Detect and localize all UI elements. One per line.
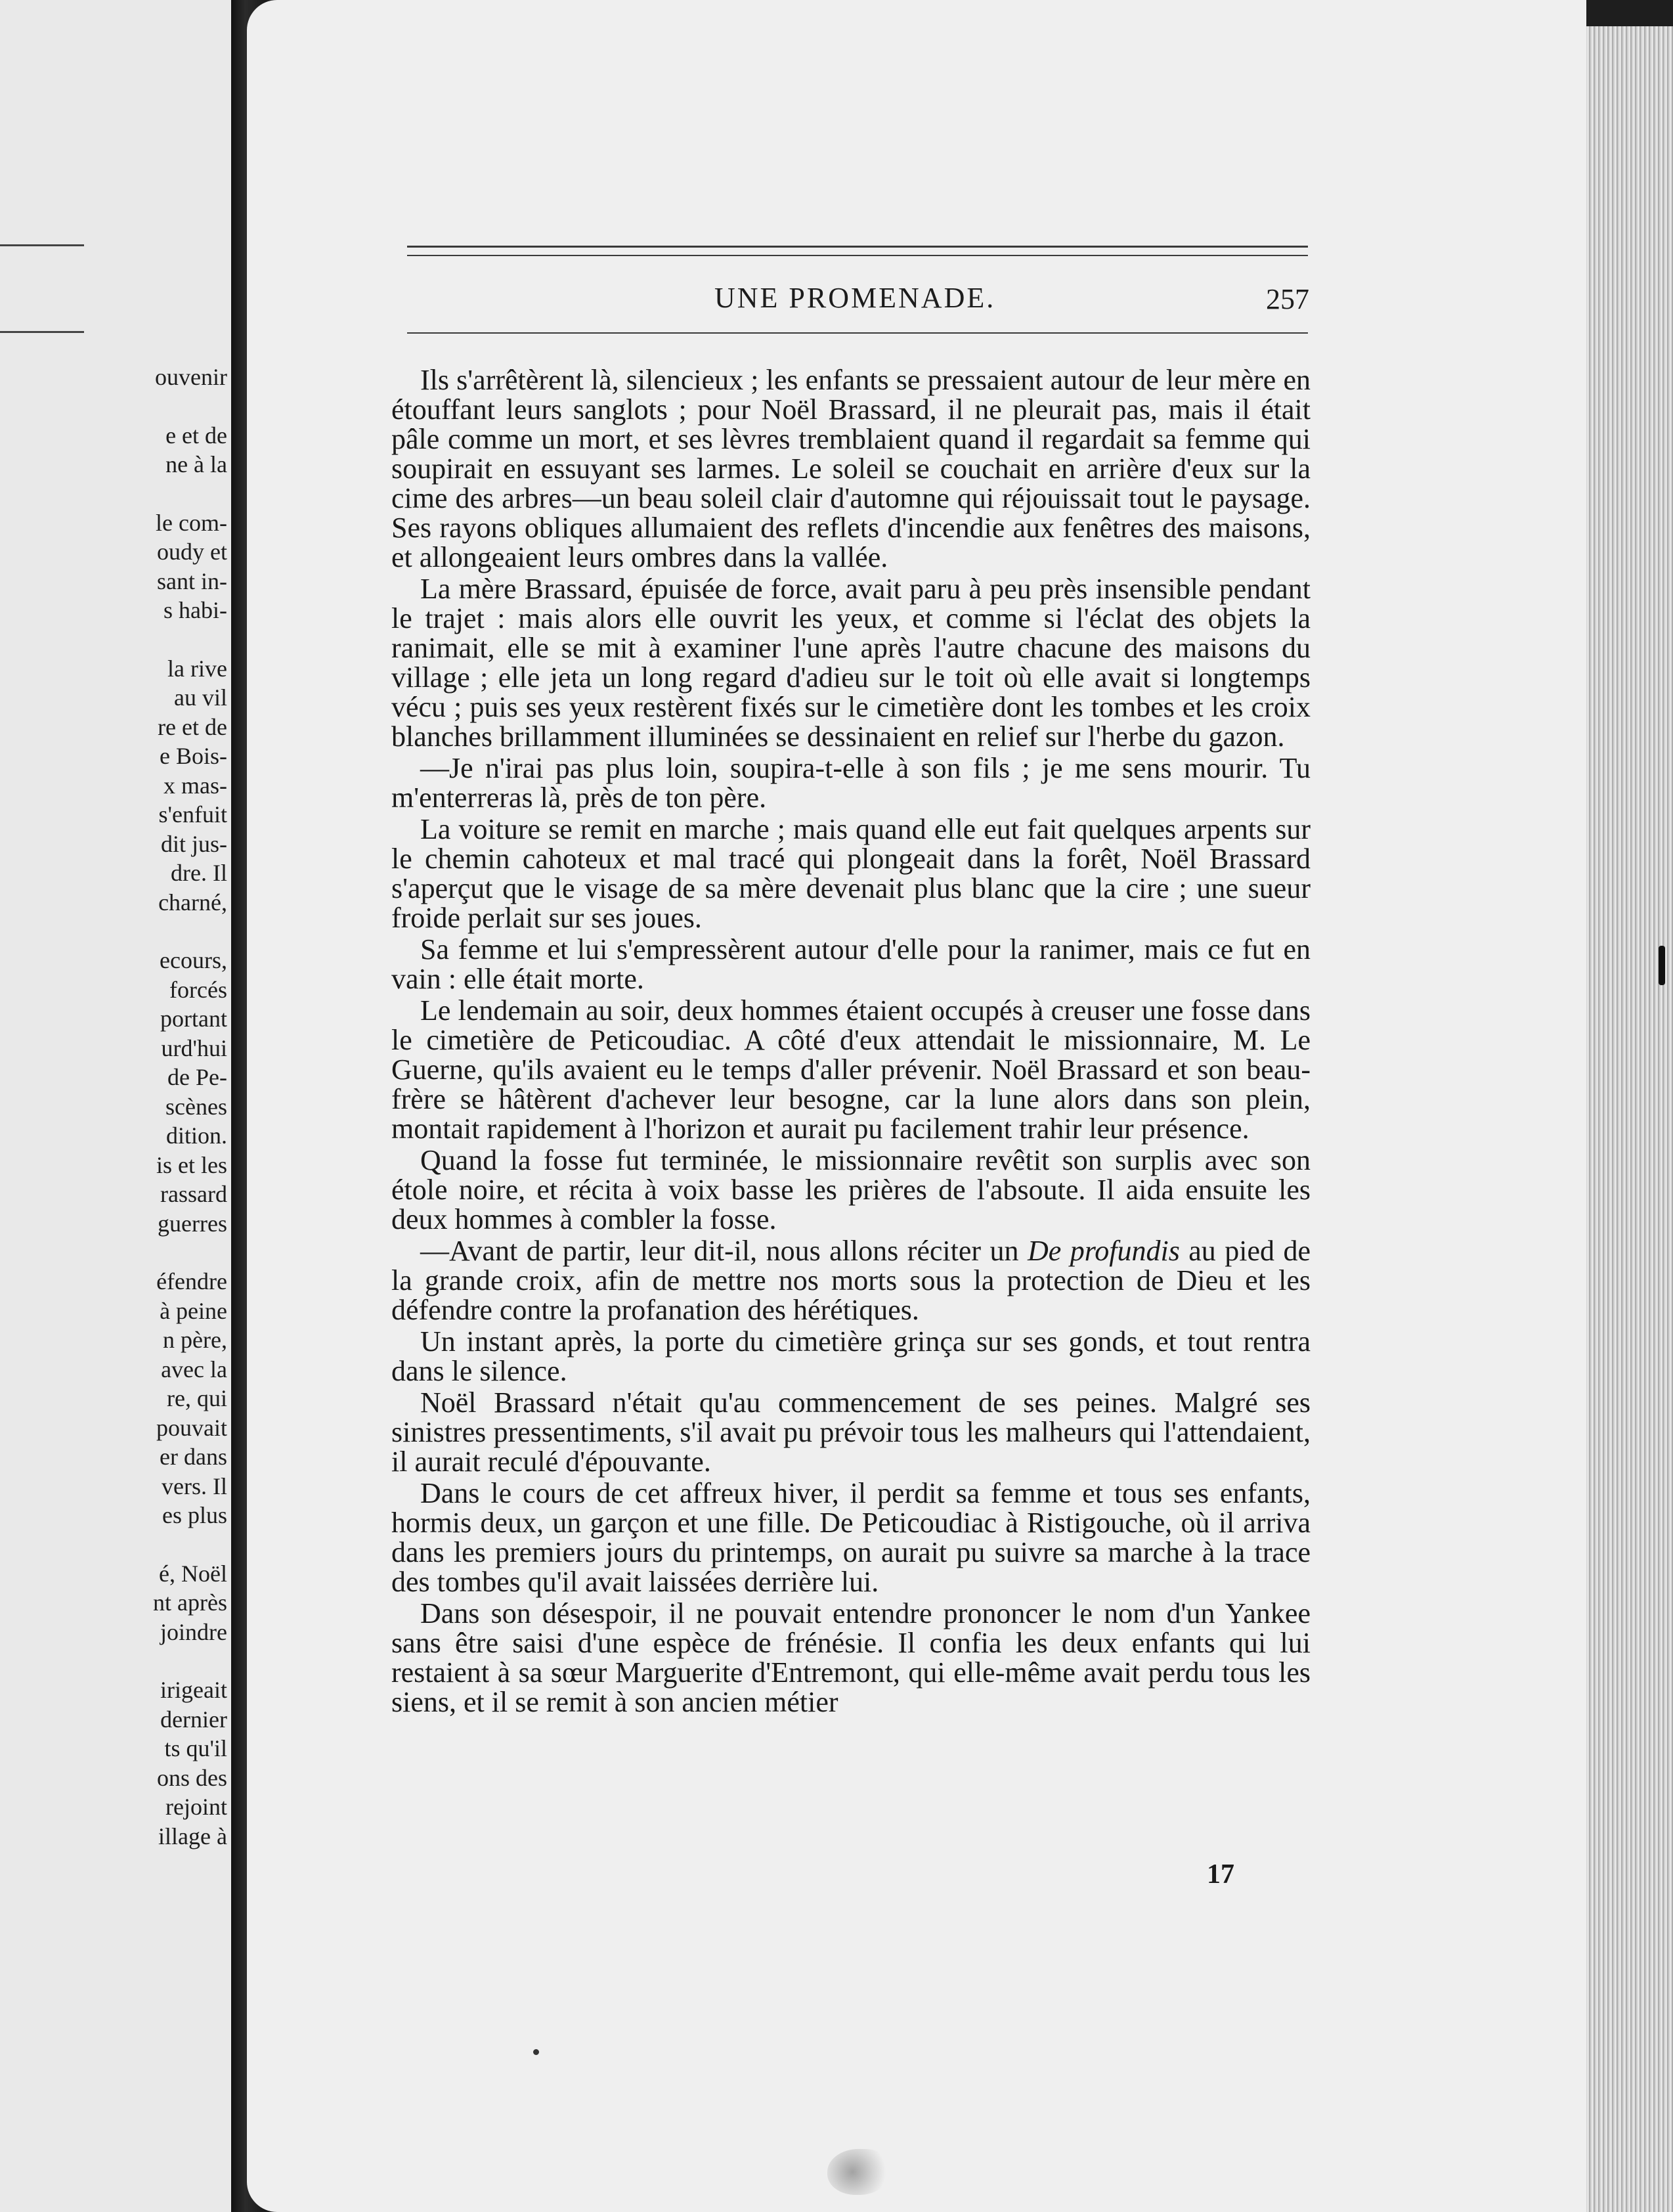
left-page-line: illage à bbox=[158, 1823, 227, 1849]
left-page-line: le com- bbox=[156, 509, 227, 536]
left-page-line: rassard bbox=[160, 1181, 227, 1207]
page-edges bbox=[1586, 26, 1673, 2212]
speck bbox=[533, 2049, 539, 2055]
left-page-line: la rive bbox=[167, 655, 227, 682]
header-rule-top bbox=[407, 246, 1308, 248]
paragraph: Sa femme et lui s'empressèrent autour d'elle pour la ranimer, mais ce fut en vain : elle était morte. bbox=[391, 933, 1311, 995]
left-facing-page bbox=[0, 0, 231, 2212]
paragraph: Quand la fosse fut terminée, le missionnaire revêtit son surplis avec son étole noire, et récita à voix basse les prières de l'absoute. Il aida ensuite les deux hommes à combler la fosse. bbox=[391, 1144, 1311, 1235]
left-page-line: au vil bbox=[174, 684, 227, 711]
left-page-line: de Pe- bbox=[167, 1064, 227, 1090]
left-page-line: oudy et bbox=[157, 539, 227, 565]
left-page-line: ons des bbox=[157, 1764, 227, 1791]
left-page-line: ecours, bbox=[160, 947, 227, 973]
left-page-header-rule bbox=[0, 244, 84, 246]
left-page-line: dition. bbox=[165, 1122, 227, 1149]
latin-phrase: De profundis bbox=[1027, 1235, 1180, 1267]
left-page-line: éfendre bbox=[156, 1268, 227, 1294]
left-page-line: x mas- bbox=[163, 772, 227, 799]
left-page-line: ouvenir bbox=[155, 364, 227, 390]
running-head: UNE PROMENADE. bbox=[714, 282, 996, 314]
left-page-line: joindre bbox=[160, 1618, 227, 1645]
left-page-line: avec la bbox=[161, 1356, 227, 1382]
left-page-line: re et de bbox=[158, 713, 227, 740]
paragraph: Dans son désespoir, il ne pouvait entendre prononcer le nom d'un Yankee sans être saisi d'une espèce de frénésie. Il confia les deux enfants qui lui restaient à sa sœur Marguerite d'Entremont, qui elle-même avait perdu tous les siens, et il se remit à son ancien métier bbox=[391, 1597, 1311, 1718]
left-page-line: s habi- bbox=[163, 597, 227, 623]
edge-mark bbox=[1659, 946, 1665, 985]
paragraph: Dans le cours de cet affreux hiver, il perdit sa femme et tous ses enfants, hormis deux, un garçon et une fille. De Peticoudiac à Ristigouche, où il arriva dans les premiers jours du printemps, on aurait pu suivre sa marche à la trace des tombes qu'il avait laissées derrière lui. bbox=[391, 1477, 1311, 1598]
paragraph: Un instant après, la porte du cimetière grinça sur ses gonds, et tout rentra dans le silence. bbox=[391, 1325, 1311, 1387]
left-page-line: à peine bbox=[160, 1297, 227, 1324]
left-page-line: s'enfuit bbox=[158, 801, 227, 828]
paragraph: La mère Brassard, épuisée de force, avait paru à peu près insensible pendant le trajet : mais alors elle ouvrit les yeux, et comme si l'éclat des objets la ranimait, elle se mit à examiner l'une après l'autre chacune des maisons du village ; elle jeta un long regard d'adieu sur le toit où elle avait si longtemps vécu ; puis ses yeux restèrent fixés sur le cimetière dont les tombes et les croix blanches brillamment illuminées se dessinaient en relief sur l'herbe du gazon. bbox=[391, 573, 1311, 753]
signature-mark: 17 bbox=[1207, 1859, 1234, 1890]
smudge-mark bbox=[827, 2149, 890, 2195]
left-page-line: re, qui bbox=[167, 1385, 227, 1411]
paragraph: Le lendemain au soir, deux hommes étaient occupés à creuser une fosse dans le cimetière de Peticoudiac. A côté d'eux attendait le missionnaire, M. Le Guerne, qu'ils avaient eu le temps d'aller prévenir. Noël Brassard et son beau-frère se hâtèrent d'achever leur besogne, car la lune alors dans son plein, montait rapidement à l'horizon et aurait pu facilement trahir leur présence. bbox=[391, 994, 1311, 1145]
left-page-line: portant bbox=[160, 1006, 227, 1032]
paragraph: La voiture se remit en marche ; mais quand elle eut fait quelques arpents sur le chemin cahoteux et mal tracé qui plongeait dans la forêt, Noël Brassard s'aperçut que le visage de sa mère devenait plus blanc que la cire ; une sueur froide perlait sur ses joues. bbox=[391, 813, 1311, 934]
paragraph: —Je n'irai pas plus loin, soupira-t-elle à son fils ; je me sens mourir. Tu m'enterreras là, près de ton père. bbox=[391, 752, 1311, 814]
body-text bbox=[391, 365, 1311, 1717]
left-page-line: sant in- bbox=[157, 567, 227, 594]
left-page-line: er dans bbox=[160, 1444, 227, 1470]
left-page-line: forcés bbox=[169, 976, 227, 1003]
left-page-line: vers. Il bbox=[162, 1472, 227, 1499]
left-page-line: ts qu'il bbox=[164, 1735, 227, 1761]
paragraph: Noël Brassard n'était qu'au commencement de ses peines. Malgré ses sinistres pressentiments, s'il avait pu prévoir tous les malheurs qui l'attendaient, il aurait reculé d'épouvante. bbox=[391, 1386, 1311, 1478]
header-rule-top-thin bbox=[407, 255, 1308, 256]
left-page-line: dernier bbox=[160, 1706, 227, 1733]
left-page-line: pouvait bbox=[156, 1414, 227, 1441]
left-page-line: rejoint bbox=[165, 1794, 227, 1820]
left-page-line: nt après bbox=[153, 1589, 227, 1616]
left-page-line: dit jus- bbox=[160, 830, 227, 857]
left-page-line: irigeait bbox=[160, 1677, 227, 1703]
page-number: 257 bbox=[1266, 283, 1309, 315]
paragraph: —Avant de partir, leur dit-il, nous allons réciter un De profundis au pied de la grande croix, afin de mettre nos morts sous la protection de Dieu et les défendre contre la profanation des hérétiques. bbox=[391, 1235, 1311, 1326]
left-page-line: dre. Il bbox=[171, 860, 227, 886]
left-page-line: e et de bbox=[165, 422, 227, 449]
left-page-line: urd'hui bbox=[161, 1034, 227, 1061]
left-page-line: é, Noël bbox=[159, 1560, 227, 1587]
left-page-line: is et les bbox=[156, 1151, 227, 1178]
header-rule-bottom bbox=[407, 332, 1308, 334]
left-page-line: charné, bbox=[158, 889, 227, 916]
left-page-header-rule-lower bbox=[0, 331, 84, 333]
left-page-line: scènes bbox=[165, 1093, 227, 1120]
left-page-line: e Bois- bbox=[160, 743, 227, 769]
paragraph: Ils s'arrêtèrent là, silencieux ; les enfants se pressaient autour de leur mère en étouffant leurs sanglots ; pour Noël Brassard, il ne pleurait pas, mais il était pâle comme un mort, et ses lèvres tremblaient quand il regardait sa femme qui soupirait en essuyant ses larmes. Le soleil se couchait en arrière d'eux sur la cime des arbres—un beau soleil clair d'automne qui réjouissait tout le paysage. Ses rayons obliques allumaient des reflets d'incendie aux fenêtres des maisons, et allongeaient leurs ombres dans la vallée. bbox=[391, 364, 1311, 573]
left-page-line: n père, bbox=[163, 1327, 227, 1353]
left-page-line: ne à la bbox=[165, 451, 227, 477]
left-page-line: es plus bbox=[162, 1502, 227, 1528]
left-page-line: guerres bbox=[158, 1210, 227, 1237]
